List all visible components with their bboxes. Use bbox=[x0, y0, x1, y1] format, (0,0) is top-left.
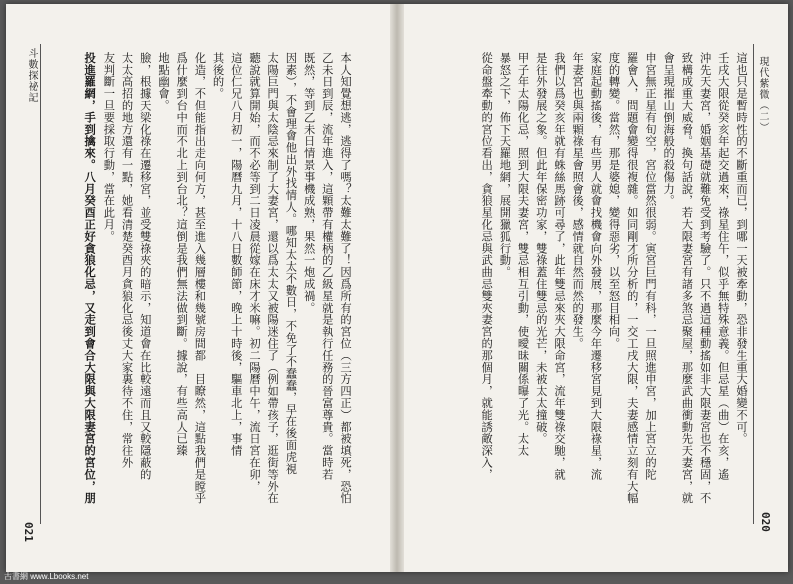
text-column: 從命盤牽動的宮位看出，貪狼星化忌與武曲忌雙夾妻宮的那個月，就能誘敵深入， bbox=[480, 52, 494, 481]
text-column: 因素），不會理會他出外找情人。哪知太太不數日，不免了不蠢蠢，早在後面虎視 bbox=[284, 52, 298, 475]
text-column: 年妻宮也與兩顆祿星會照會後，感情就自然而然的發生。 bbox=[571, 52, 585, 350]
text-column: 甲子年太陽化忌，照到大限夫妻宮，雙忌相互引動，使曖昧關係曝了光。太太 bbox=[516, 52, 530, 457]
site-watermark: 古書網 www.Lbooks.net bbox=[4, 572, 89, 581]
text-column: 化造，不但能指出走向何方，甚至進入幾層樓和幾號房間都 目瞭然，這點我們是瞠乎 bbox=[193, 52, 207, 505]
left-page-header: 斗數探祕記 bbox=[26, 48, 37, 103]
text-column: 是往外發展之象。但此年保密功家，雙祿蓋住雙忌的光芒，未被太太撞破。 bbox=[534, 52, 548, 445]
text-column: 致構成重大威脅。換句話說，若大限妻宮有諸多煞忌聚屋，那麼武曲衝動先天妻宮，就 bbox=[680, 52, 694, 505]
text-column: 太太高招的地方還有一點，她看清楚癸酉月貪狼化忌後丈大家裏待不住，常往外 bbox=[120, 52, 134, 469]
text-column: 羅會入，問題會變得很複雜。如同剛才所分析的，一交工戌大限，夫妻感情立刻有大幅 bbox=[625, 52, 639, 505]
text-column: 這位仁兄八月初一，陽曆九月，十八日數師節，晚上十時後，驅車北上，事情 bbox=[229, 52, 243, 457]
text-column: 本人知覺想逃，逃得了嗎？太難太難了！因爲所有的宮位（三方四正）都被填死，恐怕 bbox=[339, 52, 352, 505]
text-column: 壬戌大限從癸亥年起交過來，祿星住午，似乎無特殊意義。但忌星（曲）在亥，遙 bbox=[716, 52, 730, 481]
text-column: 會呈現摧山倒海般的殺傷力。 bbox=[662, 52, 676, 207]
text-column: 度的轉變。當然，那是婆媳，變得惡劣，以至怒目相向。 bbox=[607, 52, 621, 350]
right-page bbox=[404, 4, 788, 572]
text-column: 爲什麼到台中而不北上到台北？這倒是我們無法做到斷。據說，有些高人已臻 bbox=[175, 52, 189, 457]
book-spread bbox=[6, 4, 788, 572]
right-page-body bbox=[422, 52, 750, 532]
left-page-rule bbox=[40, 44, 41, 524]
text-column: 我們以爲癸亥年就有蛛絲馬跡可尋了，此年雙忌來夾大限命宮，流年雙祿交馳，就 bbox=[552, 52, 566, 481]
text-column: 聽說就算開始，而不必等到二日凌晨從嫁在床才米嘛。初二陽曆中午，流日宮在卯， bbox=[247, 52, 261, 493]
text-column: 地點幽會。 bbox=[156, 52, 170, 112]
text-column: 家庭起動搖後，有些男人就會找機會向外發展，那麼今年遷移宮見到大限祿星，流 bbox=[589, 52, 603, 481]
text-column: 這也只是暫時性的不斷重而已，到哪一天被牽動，恐非發生重大婚變不可。 bbox=[735, 52, 748, 445]
text-column: 其後的。 bbox=[211, 52, 225, 100]
text-column: 友判斷一旦要採取行動，當在此月。 bbox=[102, 52, 116, 243]
right-page-rule bbox=[753, 44, 754, 524]
book-gutter bbox=[390, 4, 404, 572]
left-page-number: 021 bbox=[22, 522, 35, 542]
text-column: 既然，等到乙未日情景事機成熟，果然一炮成禍。 bbox=[302, 52, 316, 314]
text-column: 乙未日到辰，流年進入，這顆帶有權柄的乙級星就是執行任務的晉富尊貴。當時若 bbox=[320, 52, 334, 481]
right-page-header: 現代紫微（二） bbox=[757, 56, 768, 133]
left-page-body bbox=[46, 52, 354, 532]
text-column: 投進羅網，手到擒來。八月癸酉正好貪狼化忌，又走到會合大限與大限妻宮的宮位，朋 bbox=[83, 52, 98, 505]
left-page bbox=[6, 4, 390, 572]
right-page-number: 020 bbox=[759, 512, 772, 532]
text-column: 申宮無正星有旬空，宮位當然很弱。寅宮巨門有科，一旦照進申宮，加上宮立的陀 bbox=[643, 52, 657, 481]
text-column: 臉，根據天梁化祿在遷移宮，並受雙祿夾的暗示，知道會在比較遠而且又較隱蔽的 bbox=[138, 52, 152, 481]
text-column: 太陽巨門與太陰忌來制了大妻宮，還以爲太太又被陽迷住了（例如帶孩子，逛街等外在 bbox=[266, 52, 280, 505]
text-column: 暴怒之下，佈下天羅地網，展開獵狐行動。 bbox=[498, 52, 512, 279]
text-column: 沖先天妻宮，婚姻基礎就難免受到考驗了。只不過這種動搖如非大限妻宮也不穩固，不 bbox=[698, 52, 712, 505]
